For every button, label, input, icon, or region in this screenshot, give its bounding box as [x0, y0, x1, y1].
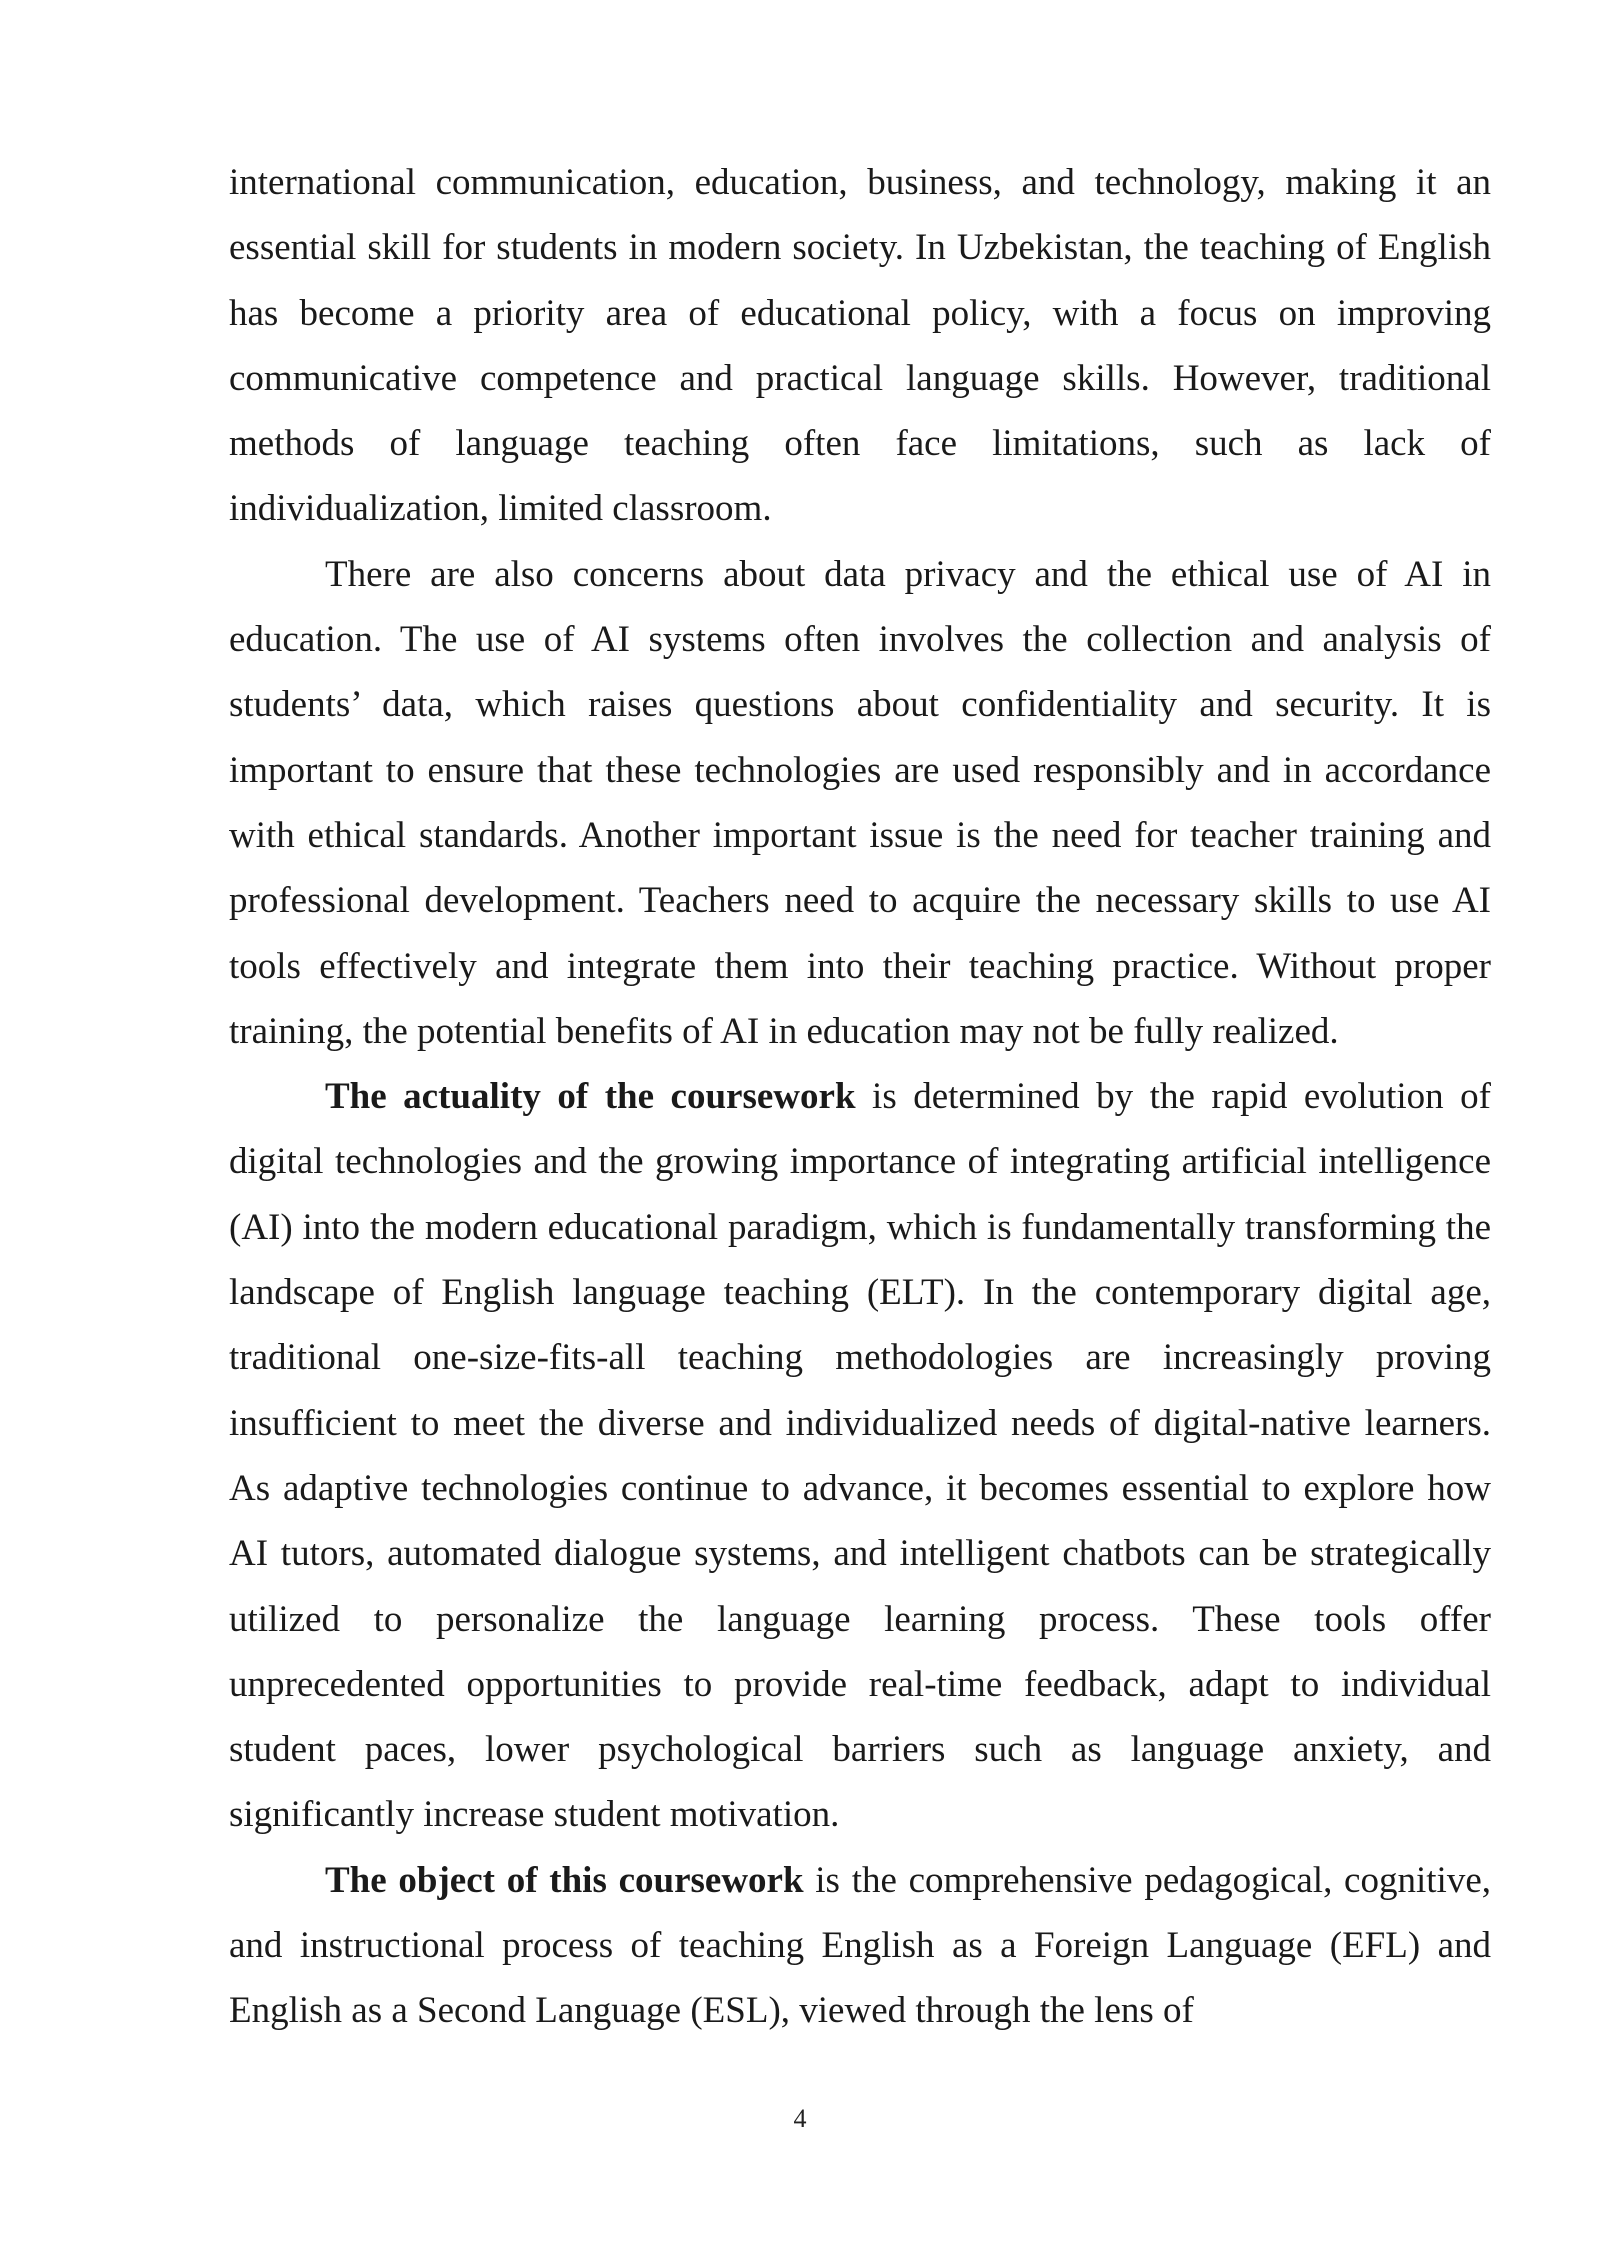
actuality-text: is determined by the rapid evolution of digital technologies and the growing importance of integrating artificial intelligence (AI) into the modern educational paradigm, which is fundamentally transforming the landscape of English language teaching (ELT). In the contemporary digital age, traditional one-size-fits-all teaching methodologies are increasingly proving insufficient to meet the diverse and individualized needs of digital-native learners. As adaptive technologies continue to advance, it becomes essential to explore how AI tutors, automated dialogue systems, and intelligent chatbots can be strategically utilized to personalize the language learning process. These tools offer unprecedented opportunities to provide real-time feedback, adapt to individual student paces, lower psychological barriers such as language anxiety, and significantly increase student motivation.: [229, 1076, 1491, 1836]
actuality-heading: The actuality of the coursework: [325, 1076, 856, 1118]
document-body: [229, 150, 1491, 2044]
object-heading: The object of this coursework: [325, 1859, 804, 1901]
paragraph-actuality: [229, 1064, 1491, 1848]
paragraph-2-text: There are also concerns about data privacy and the ethical use of AI in education. The use of AI systems often involves the collection and analysis of students’ data, which raises questions about confidentiality and security. It is important to ensure that these technologies are used responsibly and in accordance with ethical standards. Another important issue is the need for teacher training and professional development. Teachers need to acquire the necessary skills to use AI tools effectively and integrate them into their teaching practice. Without proper training, the potential benefits of AI in education may not be fully realized.: [229, 553, 1491, 1052]
object-text: is the comprehensive pedagogical, cognitive, and instructional process of teaching English as a Foreign Language (EFL) and English as a Second Language (ESL), viewed through the lens of: [229, 1859, 1491, 2032]
paragraph-1-text: international communication, education, business, and technology, making it an essential skill for students in modern society. In Uzbekistan, the teaching of English has become a priority area of educational policy, with a focus on improving communicative competence and practical language skills. However, traditional methods of language teaching often face limitations, such as lack of individualization, limited classroom.: [229, 162, 1491, 530]
paragraph-1: [229, 150, 1491, 542]
paragraph-object: [229, 1848, 1491, 2044]
page-number: 4: [793, 2104, 807, 2133]
paragraph-2: [229, 542, 1491, 1064]
